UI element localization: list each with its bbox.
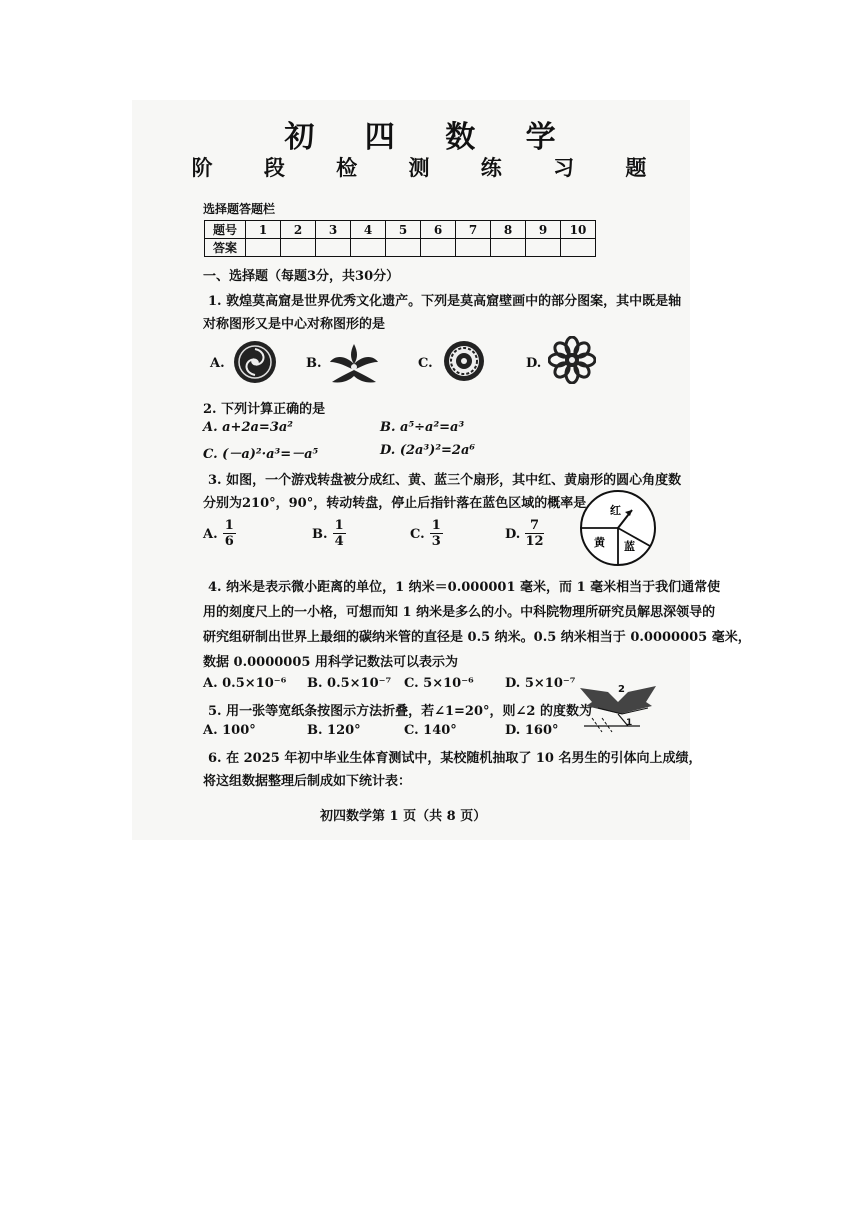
answer-table-answer-row <box>205 239 596 257</box>
answer-cell[interactable] <box>526 239 561 257</box>
fraction-denominator: 3 <box>431 534 441 549</box>
answer-table-header-row <box>205 221 596 239</box>
page-footer: 初四数学第 1 页（共 8 页） <box>320 809 487 824</box>
q4-option-c: C. 5×10⁻⁶ <box>404 676 474 691</box>
q3-option-b <box>312 518 346 549</box>
answer-cell[interactable] <box>351 239 386 257</box>
q2-option-c: C. (－a)²·a³=－a⁵ <box>203 447 319 462</box>
answer-table-number: 10 <box>561 221 596 239</box>
spinner-label-red: 红 <box>610 504 621 517</box>
answer-table-number: 7 <box>456 221 491 239</box>
answer-table-number: 4 <box>351 221 386 239</box>
q4-option-a: A. 0.5×10⁻⁶ <box>203 676 287 691</box>
fraction-numerator: 1 <box>431 518 441 533</box>
q1-option-b-label: B. <box>306 356 322 371</box>
folded-strip-diagram <box>578 678 658 736</box>
q5-option-a: A. 100° <box>203 723 256 738</box>
answer-table-number: 5 <box>386 221 421 239</box>
q3-option-letter: B. <box>312 527 328 542</box>
section-heading: 一、选择题（每题3分，共30分） <box>203 269 400 284</box>
q5-stem: 5. 用一张等宽纸条按图示方法折叠，若∠1=20°，则∠2 的度数为 <box>208 704 592 719</box>
q4-option-b: B. 0.5×10⁻⁷ <box>307 676 392 691</box>
answer-table-number: 9 <box>526 221 561 239</box>
exam-title: 初 四 数 学 <box>284 120 576 155</box>
q3-stem-line2: 分别为210°，90°，转动转盘，停止后指针落在蓝色区域的概率是 <box>203 496 587 511</box>
answer-cell[interactable] <box>421 239 456 257</box>
q3-option-letter: A. <box>203 527 218 542</box>
answer-table-number: 2 <box>281 221 316 239</box>
fraction-denominator: 6 <box>224 534 234 549</box>
q3-option-d <box>505 518 544 549</box>
q4-option-d: D. 5×10⁻⁷ <box>505 676 576 691</box>
answer-table <box>204 220 596 257</box>
fraction-denominator: 12 <box>525 534 544 549</box>
q3-option-letter: C. <box>410 527 425 542</box>
q4-stem-line3: 研究组研制出世界上最细的碳纳米管的直径是 0.5 纳米。0.5 纳米相当于 0.0000005 毫米， <box>203 630 751 645</box>
spinner-label-blue: 蓝 <box>624 540 635 553</box>
answer-cell[interactable] <box>386 239 421 257</box>
fraction-numerator: 7 <box>525 518 543 534</box>
fraction-numerator: 1 <box>224 518 234 533</box>
q3-option-c <box>410 518 443 549</box>
q1-stem-line2: 对称图形又是中心对称图形的是 <box>203 317 386 332</box>
answer-cell[interactable] <box>281 239 316 257</box>
fraction-numerator: 1 <box>334 518 344 533</box>
answer-table-header-label: 题号 <box>205 221 246 239</box>
answer-bar-label: 选择题答题栏 <box>203 202 276 216</box>
answer-table-number: 3 <box>316 221 351 239</box>
answer-table-number: 1 <box>246 221 281 239</box>
q4-stem-line2: 用的刻度尺上的一小格，可想而知 1 纳米是多么的小。中科院物理所研究员解思深领导的 <box>203 605 716 620</box>
fraction-denominator: 4 <box>334 534 344 549</box>
q6-stem-line2: 将这组数据整理后制成如下统计表： <box>203 774 412 789</box>
q1-option-a-label: A. <box>210 356 225 371</box>
q3-stem-line1: 3. 如图，一个游戏转盘被分成红、黄、蓝三个扇形，其中红、黄扇形的圆心角度数 <box>208 473 682 488</box>
answer-cell[interactable] <box>456 239 491 257</box>
q1-option-d-label: D. <box>526 356 542 371</box>
swirl-medallion-icon <box>232 339 278 385</box>
q1-stem-line1: 1. 敦煌莫高窟是世界优秀文化遗产。下列是莫高窟壁画中的部分图案，其中既是轴 <box>208 294 682 309</box>
q4-stem-line1: 4. 纳米是表示微小距离的单位，1 纳米＝0.000001 毫米，而 1 毫米相当于我们通常使 <box>208 580 721 595</box>
angle-label-1: 1 <box>626 718 633 728</box>
q6-stem-line1: 6. 在 2025 年初中毕业生体育测试中，某校随机抽取了 10 名男生的引体向上成绩， <box>208 751 702 766</box>
q3-option-a <box>203 518 236 549</box>
spinner-label-yellow: 黄 <box>594 536 605 549</box>
spinner-diagram <box>578 488 658 568</box>
q2-stem: 2. 下列计算正确的是 <box>203 402 326 417</box>
exam-subtitle: 阶 段 检 测 练 习 题 <box>191 155 669 180</box>
q2-option-a: A. a+2a=3a² <box>203 420 293 435</box>
q5-option-c: C. 140° <box>404 723 457 738</box>
answer-table-number: 8 <box>491 221 526 239</box>
q2-option-b: B. a⁵÷a²=a³ <box>380 420 465 435</box>
lotus-pattern-icon <box>326 340 382 386</box>
ring-medallion-icon <box>442 339 486 383</box>
q3-option-letter: D. <box>505 527 521 542</box>
flower-rosette-icon <box>548 336 596 384</box>
answer-cell[interactable] <box>246 239 281 257</box>
answer-cell[interactable] <box>491 239 526 257</box>
answer-table-answer-label: 答案 <box>205 239 246 257</box>
q5-option-b: B. 120° <box>307 723 361 738</box>
answer-table-number: 6 <box>421 221 456 239</box>
answer-cell[interactable] <box>561 239 596 257</box>
q5-option-d: D. 160° <box>505 723 559 738</box>
answer-cell[interactable] <box>316 239 351 257</box>
q2-option-d: D. (2a³)²=2a⁶ <box>380 443 476 458</box>
angle-label-2: 2 <box>618 684 625 695</box>
q4-stem-line4: 数据 0.0000005 用科学记数法可以表示为 <box>203 655 458 670</box>
q1-option-c-label: C. <box>418 356 433 371</box>
